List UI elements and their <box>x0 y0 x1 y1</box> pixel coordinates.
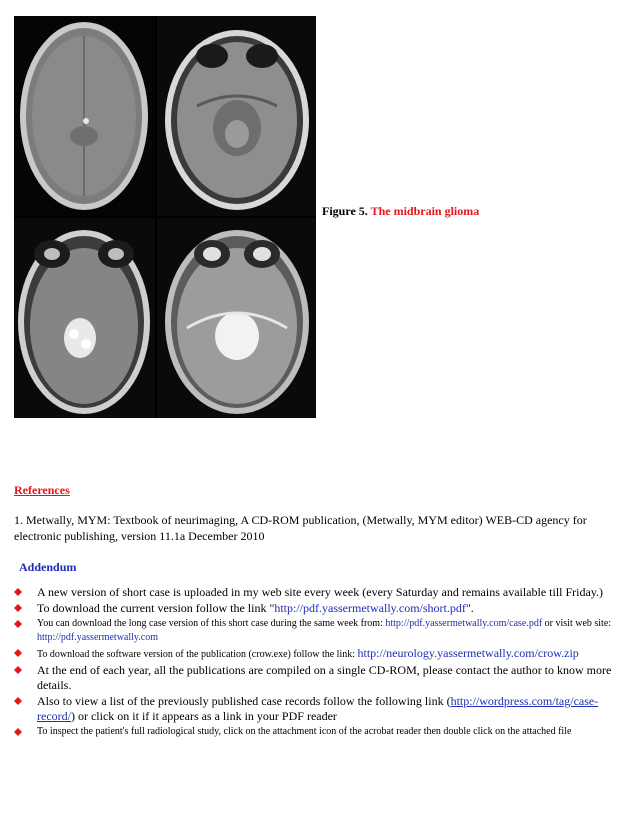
addendum-text: ) or click on it if it appears as a link in your PDF reader <box>70 709 337 723</box>
diamond-bullet-icon <box>14 620 22 628</box>
mri-t2-axial-image <box>157 218 316 418</box>
addendum-list <box>14 585 634 740</box>
diamond-bullet-icon <box>14 666 22 674</box>
case-pdf-link[interactable]: http://pdf.yassermetwally.com/case.pdf <box>385 618 543 629</box>
figure-title: The midbrain glioma <box>370 204 480 218</box>
addendum-text: To download the current version follow the link " <box>37 601 275 615</box>
diamond-bullet-icon <box>14 588 22 596</box>
addendum-text: To inspect the patient's full radiological study, click on the attachment icon of the acrobat reader then double click on the attached file <box>37 726 572 737</box>
diamond-bullet-icon <box>14 728 22 736</box>
addendum-text: At the end of each year, all the publications are compiled on a single CD-ROM, please contact the author to know more details. <box>37 663 612 692</box>
diamond-bullet-icon <box>14 697 22 705</box>
addendum-text: ". <box>465 601 474 615</box>
addendum-text: To download the software version of the publication (crow.exe) follow the link: <box>37 649 358 660</box>
addendum-text: A new version of short case is uploaded in my web site every week (every Saturday and remains available till Friday.) <box>37 585 604 599</box>
addendum-item <box>14 663 634 693</box>
diamond-bullet-icon <box>14 604 22 612</box>
diamond-bullet-icon <box>14 649 22 657</box>
addendum-item <box>14 725 634 739</box>
addendum-item <box>14 617 634 645</box>
addendum-text: You can download the long case version of this short case during the same week from: <box>37 618 386 629</box>
references-heading: References <box>14 483 70 497</box>
mri-t1-axial-image <box>157 16 316 216</box>
short-pdf-link[interactable]: http://pdf.yassermetwally.com/short.pdf <box>274 601 466 615</box>
addendum-text: or visit web site: <box>542 618 612 629</box>
addendum-item <box>14 646 634 662</box>
figure-caption <box>322 204 479 219</box>
mri-ct-axial-image <box>14 16 155 216</box>
addendum-item <box>14 585 634 600</box>
reference-item: 1. Metwally, MYM: Textbook of neurimaging, A CD-ROM publication, (Metwally, MYM editor) WEB-CD agency for electronic publishing, version 11.1a December 2010 <box>14 513 587 543</box>
crow-zip-link[interactable]: http://neurology.yassermetwally.com/crow.zip <box>357 646 579 660</box>
addendum-item <box>14 694 634 724</box>
case-record-link[interactable]: http://wordpress.com/tag/case-record/ <box>37 694 599 723</box>
addendum-text: Also to view a list of the previously published case records follow the following link ( <box>37 694 451 708</box>
mri-figure <box>14 16 316 418</box>
addendum-item <box>14 601 634 616</box>
figure-number: Figure 5. <box>322 204 368 218</box>
mri-t1-contrast-image <box>14 218 155 418</box>
addendum-heading: Addendum <box>19 560 77 574</box>
website-link[interactable]: http://pdf.yassermetwally.com <box>37 632 158 643</box>
